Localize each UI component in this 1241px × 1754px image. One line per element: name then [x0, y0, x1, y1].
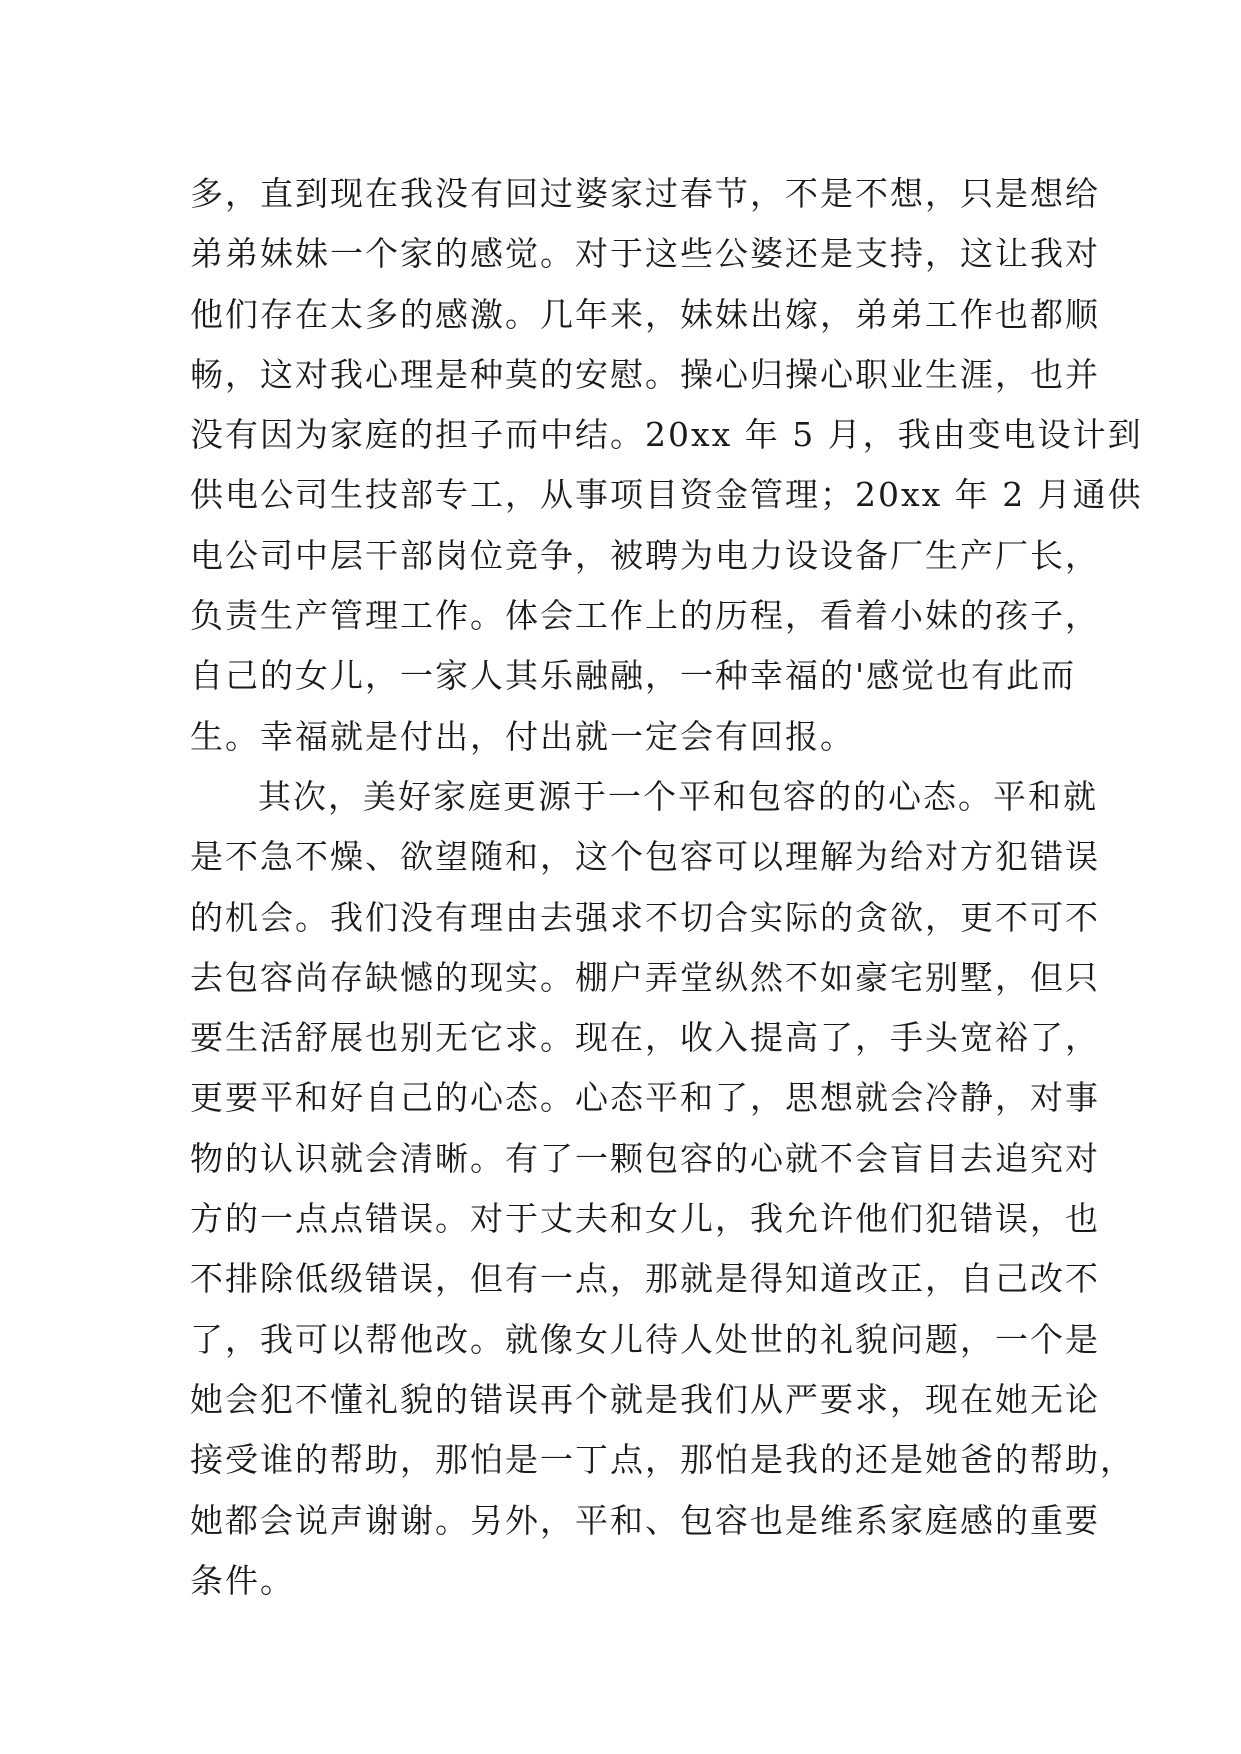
text-line: 条件。: [190, 1560, 295, 1600]
paragraph-2: [190, 767, 1135, 1611]
text-line: 要生活舒展也别无它求。现在，收入提高了，手头宽裕了，: [190, 1018, 1100, 1058]
text-line: 多，直到现在我没有回过婆家过春节，不是不想，只是想给: [190, 174, 1100, 213]
text-line: 接受谁的帮助，那怕是一丁点，那怕是我的还是她爸的帮助，: [190, 1440, 1135, 1480]
text-line: 她会犯不懂礼貌的错误再个就是我们从严要求，现在她无论: [190, 1379, 1100, 1419]
text-line: 是不急不燥、欲望随和，这个包容可以理解为给对方犯错误: [190, 837, 1100, 877]
text-line: 她都会说声谢谢。另外，平和、包容也是维系家庭感的重要: [190, 1500, 1100, 1540]
text-line: 供电公司生技部专工，从事项目资金管理；20xx 年 2 月通供: [190, 475, 1143, 515]
text-line: 其次，美好家庭更源于一个平和包容的的心态。平和就: [258, 776, 1098, 816]
text-line: 物的认识就会清晰。有了一颗包容的心就不会盲目去追究对: [190, 1138, 1100, 1178]
text-line: 方的一点点错误。对于丈夫和女儿，我允许他们犯错误，也: [190, 1199, 1100, 1239]
text-line: 自己的女儿，一家人其乐融融，一种幸福的'感觉也有此而: [190, 656, 1077, 696]
text-line: 去包容尚存缺憾的现实。棚户弄堂纵然不如豪宅别墅，但只: [190, 957, 1100, 997]
text-line: 不排除低级错误，但有一点，那就是得知道改正，自己改不: [190, 1259, 1100, 1299]
text-line: 他们存在太多的感激。几年来，妹妹出嫁，弟弟工作也都顺: [190, 294, 1100, 334]
text-line: 电公司中层干部岗位竞争，被聘为电力设设备厂生产厂长，: [190, 535, 1100, 575]
text-line: 的机会。我们没有理由去强求不切合实际的贪欲，更不可不: [190, 897, 1100, 937]
paragraph-1: [190, 164, 1143, 767]
text-line: 负责生产管理工作。体会工作上的历程，看着小妹的孩子，: [190, 596, 1100, 636]
text-line: 没有因为家庭的担子而中结。20xx 年 5 月，我由变电设计到: [190, 415, 1143, 455]
body-text: [190, 164, 1143, 1611]
text-line: 生。幸福就是付出，付出就一定会有回报。: [190, 716, 855, 756]
text-line: 了，我可以帮他改。就像女儿待人处世的礼貌问题，一个是: [190, 1319, 1100, 1359]
text-line: 更要平和好自己的心态。心态平和了，思想就会冷静，对事: [190, 1078, 1100, 1118]
text-line: 畅，这对我心理是种莫的安慰。操心归操心职业生涯，也并: [190, 354, 1100, 394]
text-line: 弟弟妹妹一个家的感觉。对于这些公婆还是支持，这让我对: [190, 234, 1100, 274]
